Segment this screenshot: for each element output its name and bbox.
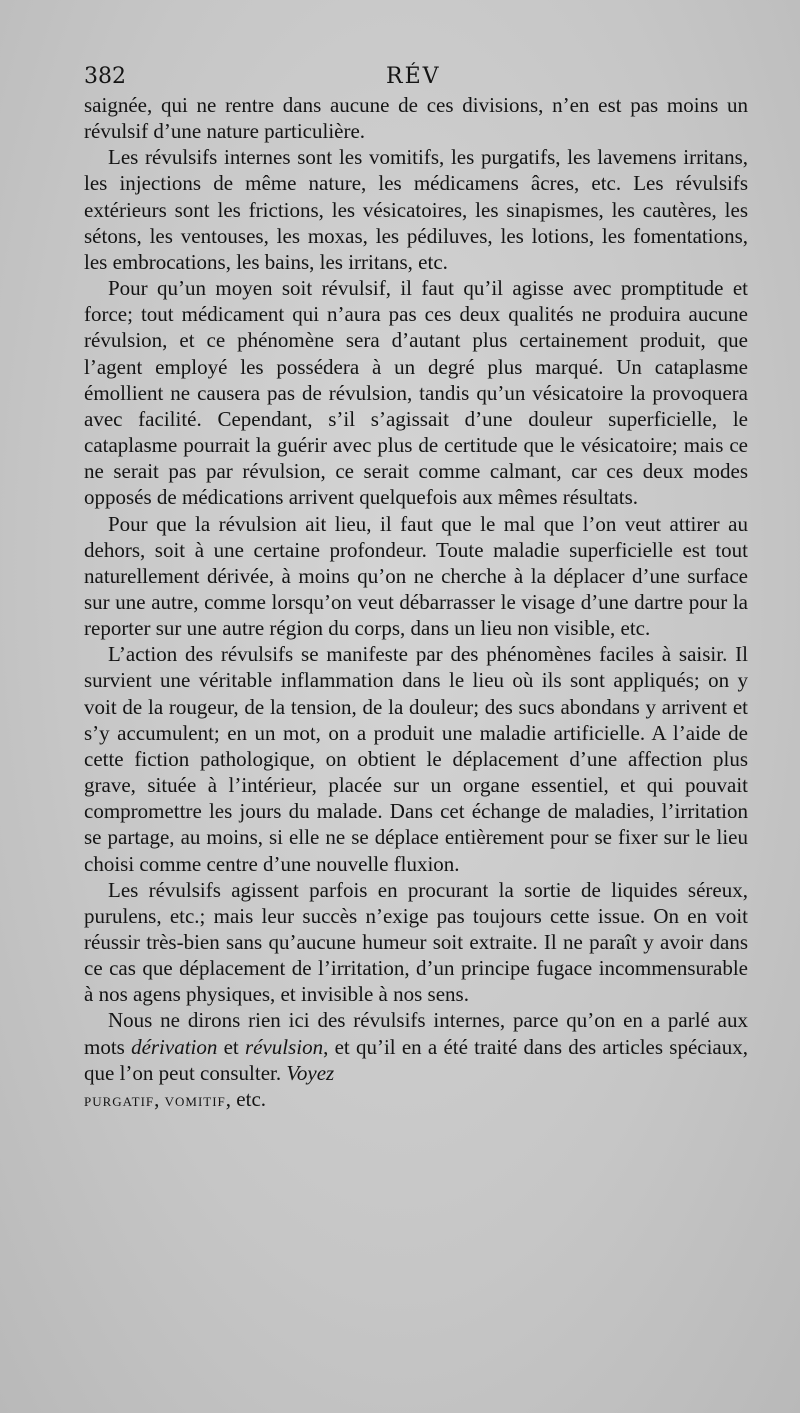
running-head xyxy=(84,58,748,92)
paragraph-4: Pour que la révulsion ait lieu, il faut que le mal que l’on veut attirer au dehors, soit à une certaine profondeur. Toute maladie superficielle est tout naturellement dérivée, à moins qu’on ne cherche à la déplacer d’une surface sur une autre, comme lorsqu’on veut débarrasser le visage d’une dartre pour la reporter sur une autre région du corps, dans un lieu non visible, etc. xyxy=(84,511,748,641)
cross-ref-purgatif: purgatif xyxy=(84,1089,155,1110)
term-derivation: dérivation xyxy=(131,1034,218,1059)
body-text xyxy=(84,92,748,1113)
paragraph-7-text-3: , et qu’il en a été traité dans des articles spéciaux, que l’on peut consulter. xyxy=(84,1034,748,1085)
term-revulsion: révulsion xyxy=(244,1034,324,1059)
paragraph-7-text-1: Nous ne dirons rien ici des révulsifs internes, parce qu’on en a parlé aux mots xyxy=(84,1008,748,1059)
cross-ref-vomitif: vomitif xyxy=(164,1089,226,1110)
paragraph-2: Les révulsifs internes sont les vomitifs, les purgatifs, les lavemens irritans, les injections de même nature, les médicamens âcres, etc. Les révulsifs extérieurs sont les frictions, les vésicatoires, les sinapismes, les cautères, les sétons, les ventouses, les moxas, les pédiluves, les lotions, les fomentations, les embrocations, les bains, les irritans, etc. xyxy=(84,145,748,274)
paragraph-7-end: , etc. xyxy=(225,1086,267,1111)
paragraph-6: Les révulsifs agissent parfois en procurant la sortie de liquides séreux, purulens, etc.; mais leur succès n’exige pas toujours cette issue. On en voit réussir très-bien sans qu’aucune humeur soit extraite. Il ne paraît y avoir dans ce cas que déplacement de l’irritation, d’un principe fugace incommensurable à nos agens physiques, et invisible à nos sens. xyxy=(84,877,748,1007)
paragraph-7 xyxy=(84,1007,748,1113)
cross-ref-separator: , xyxy=(154,1086,165,1111)
paragraph-3: Pour qu’un moyen soit révulsif, il faut qu’il agisse avec promptitude et force; tout médicament qui n’aura pas ces deux qualités ne produira aucune révulsion, et ce phénomène sera d’autant plus certainement produit, que l’agent employé les possédera à un degré plus marqué. Un cataplasme émollient ne causera pas de révulsion, tandis qu’un vésicatoire la provoquera avec facilité. Cependant, s’il s’agissait d’une douleur superficielle, le cataplasme pourrait la guérir avec plus de certitude que le vésicatoire; mais ce ne serait pas par révulsion, ce serait comme calmant, car ces deux modes opposés de médications arrivent quelquefois aux mêmes résultats. xyxy=(84,276,748,510)
running-title: RÉV xyxy=(386,64,441,89)
voyez-label: Voyez xyxy=(286,1060,335,1085)
paragraph-1: saignée, qui ne rentre dans aucune de ces divisions, n’en est pas moins un révulsif d’une nature particulière. xyxy=(84,93,748,144)
paragraph-5: L’action des révulsifs se manifeste par des phénomènes faciles à saisir. Il survient une véritable inflammation dans le lieu où ils sont appliqués; on y voit de la rougeur, de la tension, de la douleur; des sucs abondans y arrivent et s’y accumulent; en un mot, on a produit une maladie artificielle. A l’aide de cette fiction pathologique, on obtient le déplacement d’une affection plus grave, située à l’intérieur, placée sur un organe essentiel, et qui pouvait compromettre les jours du malade. Dans cet échange de maladies, l’irritation se partage, au moins, si elle ne se déplace entièrement pour se fixer sur le lieu choisi comme centre d’une nouvelle fluxion. xyxy=(84,642,748,876)
page-number: 382 xyxy=(84,64,126,89)
book-page xyxy=(84,58,748,1113)
paragraph-7-text-2: et xyxy=(217,1034,245,1059)
